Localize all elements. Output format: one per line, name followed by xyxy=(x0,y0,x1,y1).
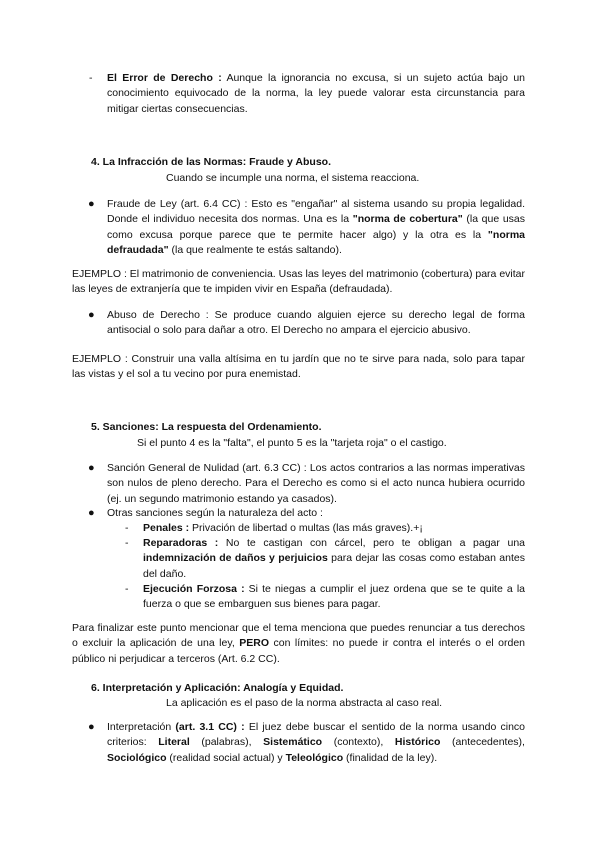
final-paragraph xyxy=(72,621,525,667)
section-4-heading: 4. La Infracción de las Normas: Fraude y Abuso. xyxy=(91,156,332,168)
nulidad-item xyxy=(88,461,525,507)
error-derecho-text: Aunque la ignorancia no excusa, si un sujeto actúa bajo un conocimiento equivocado de la norma, la ley puede valorar esta circunstancia para mitigar ciertas consecuencias. xyxy=(107,72,525,115)
penales-text: Privación de libertad o multas (las más graves).+¡ xyxy=(189,522,423,534)
error-derecho-title: El Error de Derecho : xyxy=(107,72,222,84)
norma-cobertura: "norma de cobertura" xyxy=(352,213,463,226)
criterio-sistematico: Sistemático xyxy=(263,736,323,749)
final-text-2: con límites: no puede ir contra el interés o el orden público ni perjudicar a terceros (Art. 6.2 CC). xyxy=(72,637,525,665)
abuso-derecho-item xyxy=(88,308,525,339)
reparadoras-text-2: para dejar las cosas como estaban antes del daño. xyxy=(143,552,525,580)
interp-text-2: El juez debe buscar el sentido de la norma usando cinco criterios: xyxy=(107,721,526,749)
dash-marker: - xyxy=(89,72,93,84)
section-5-subtitle: Si el punto 4 es la "falta", el punto 5 es la "tarjeta roja" o el castigo. xyxy=(137,437,447,449)
fraude-text-3: (la que realmente te estás saltando). xyxy=(168,243,342,256)
criterio-sociologico: Sociológico xyxy=(107,751,167,764)
criterio-historico: Histórico xyxy=(394,736,441,749)
dash-marker: - xyxy=(125,537,129,549)
otras-sanciones-item xyxy=(88,506,525,521)
ejecucion-forzosa-item xyxy=(125,582,526,613)
bullet-marker: ● xyxy=(88,309,95,321)
dash-marker: - xyxy=(125,522,129,534)
final-text-1: Para finalizar este punto mencionar que el tema menciona que puedes renunciar a tus derechos o excluir la aplicación de una ley, xyxy=(72,622,525,650)
error-derecho-item xyxy=(89,71,525,117)
penales-item xyxy=(125,521,525,536)
criterio-literal: Literal xyxy=(158,736,190,749)
forzosa-text: Si te niegas a cumplir el juez ordena que se te quite a la fuerza o que se embarguen sus bienes para pagar. xyxy=(143,583,526,611)
section-6-subtitle: La aplicación es el paso de la norma abstracta al caso real. xyxy=(166,697,443,709)
bullet-marker: ● xyxy=(88,507,95,519)
otras-text: Otras sanciones según la naturaleza del acto : xyxy=(107,507,323,519)
reparadoras-title: Reparadoras : xyxy=(143,537,219,549)
abuso-text: Abuso de Derecho : Se produce cuando alguien ejerce su derecho legal de forma antisocial o solo para dañar a otro. El Derecho no ampara el ejercicio abusivo. xyxy=(107,309,525,337)
fraude-text-2: (la que usas como excusa porque parece que te permite hacer algo) y la otra es la xyxy=(107,213,525,241)
penales-title: Penales : xyxy=(143,522,190,534)
fraude-ley-item xyxy=(88,197,525,258)
bullet-marker: ● xyxy=(88,462,95,474)
nulidad-text: Sanción General de Nulidad (art. 6.3 CC) : Los actos contrarios a las normas imperativas son nulos de pleno derecho. Para el Derecho es como si el acto nunca hubiera ocurrido (ej. un segundo matrimonio estando ya casados). xyxy=(107,462,525,505)
reparadoras-text-1: No te castigan con cárcel, pero te obligan a pagar una xyxy=(218,537,525,549)
section-4-subtitle: Cuando se incumple una norma, el sistema reacciona. xyxy=(166,172,420,184)
ejemplo-1: EJEMPLO : El matrimonio de conveniencia. Usas las leyes del matrimonio (cobertura) para evitar las leyes de extranjería que te impiden vivir en España (defraudada). xyxy=(72,268,525,296)
bullet-marker: ● xyxy=(88,198,95,210)
section-6-heading: 6. Interpretación y Aplicación: Analogía y Equidad. xyxy=(91,682,344,694)
interp-text-3: (palabras), xyxy=(189,736,264,749)
dash-marker: - xyxy=(125,583,129,595)
interp-text-5: (antecedentes), xyxy=(440,736,525,749)
reparadoras-item xyxy=(125,536,525,582)
ejemplo-2: EJEMPLO : Construir una valla altísima en tu jardín que no te sirve para nada, solo para tapar las vistas y el sol a tu vecino por pura enemistad. xyxy=(72,353,525,381)
norma-defraudada: "norma defraudada" xyxy=(107,228,525,256)
interp-text-4: (contexto), xyxy=(322,736,395,749)
pero-word: PERO xyxy=(239,637,269,650)
criterio-teleologico: Teleológico xyxy=(285,751,344,764)
bullet-marker: ● xyxy=(88,721,95,733)
interp-article: (art. 3.1 CC) : xyxy=(175,721,245,733)
section-5-heading: 5. Sanciones: La respuesta del Ordenamiento. xyxy=(91,421,322,433)
indemnizacion: indemnización de daños y perjuicios xyxy=(143,552,328,565)
interp-text-1: Interpretación xyxy=(107,721,176,733)
interpretacion-item xyxy=(88,720,526,766)
fraude-text-1: Fraude de Ley (art. 6.4 CC) : Esto es "engañar" al sistema usando su propia legalidad. Donde el individuo necesita dos normas. Una es la xyxy=(107,198,525,226)
forzosa-title: Ejecución Forzosa : xyxy=(143,583,245,595)
interp-text-6: (realidad social actual) y xyxy=(166,751,286,764)
interp-text-7: (finalidad de la ley). xyxy=(343,751,438,764)
